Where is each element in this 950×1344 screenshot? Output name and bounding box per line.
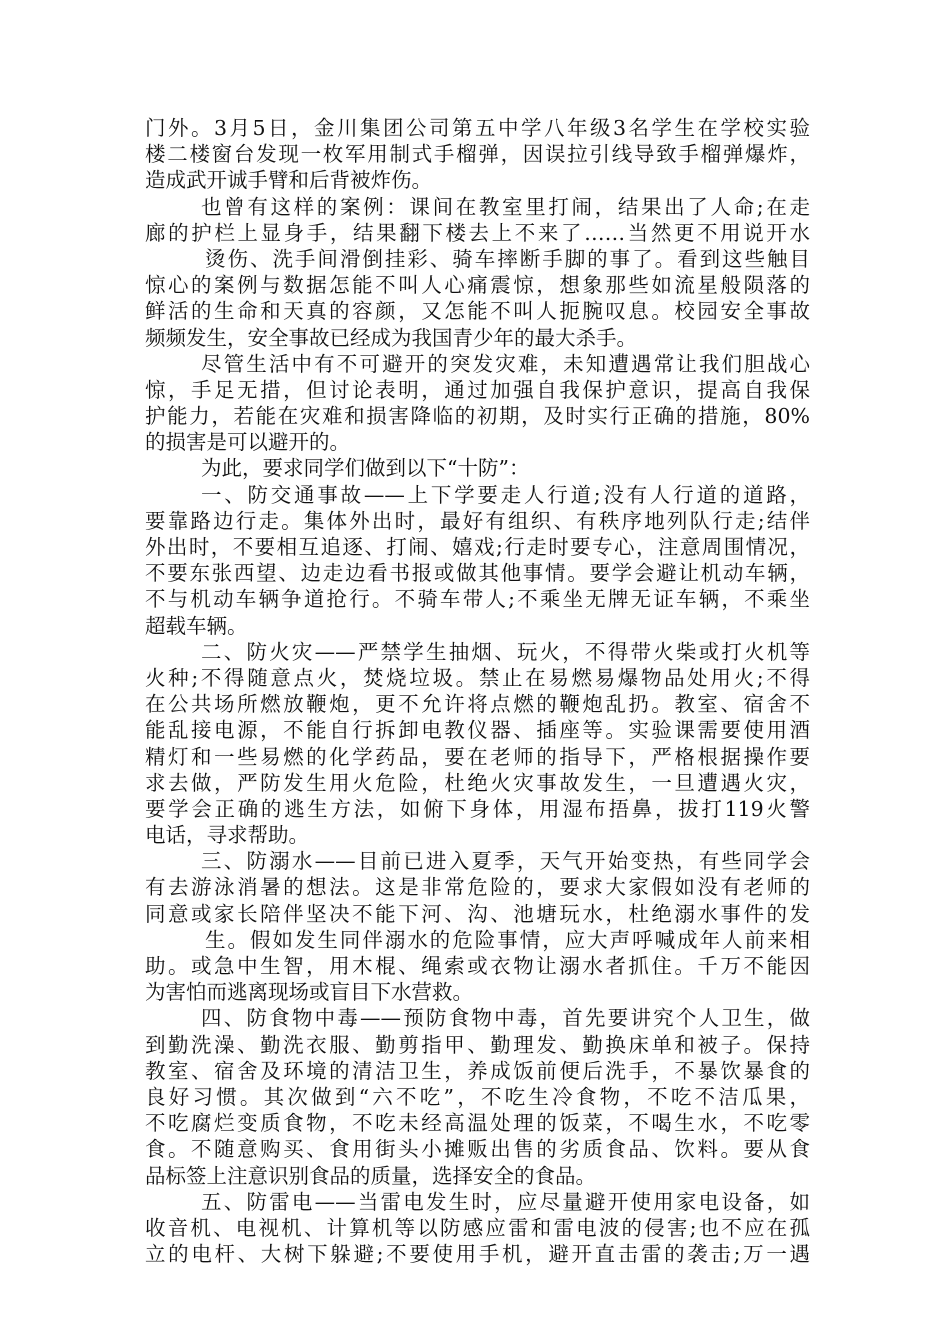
text-line: 惊心的案例与数据怎能不叫人心痛震惊，想象那些如流星般陨落的 xyxy=(145,273,810,298)
text-line: 火种;不得随意点火，焚烧垃圾。禁止在易燃易爆物品处用火;不得 xyxy=(145,665,810,690)
text-line: 一、防交通事故——上下学要走人行道;没有人行道的道路， xyxy=(201,482,810,507)
text-line: 教室、宿舍及环境的清洁卫生，养成饭前便后洗手，不暴饮暴食的 xyxy=(145,1058,810,1083)
text-line: 品标签上注意识别食品的质量，选择安全的食品。 xyxy=(145,1163,596,1188)
text-line: 在公共场所燃放鞭炮，更不允许将点燃的鞭炮乱扔。教室、宿舍不 xyxy=(145,692,810,717)
text-line: 良好习惯。其次做到“六不吃”，不吃生冷食物，不吃不洁瓜果， xyxy=(145,1084,810,1109)
text-line: 不要东张西望、边走边看书报或做其他事情。要学会避让机动车辆， xyxy=(145,561,810,586)
text-line: 同意或家长陪伴坚决不能下河、沟、池塘玩水，杜绝溺水事件的发 xyxy=(145,901,810,926)
text-line: 能乱接电源，不能自行拆卸电教仪器、插座等。实验课需要使用酒 xyxy=(145,718,810,743)
text-line: 的损害是可以避开的。 xyxy=(145,430,350,455)
text-line: 为害怕而逃离现场或盲目下水营救。 xyxy=(145,980,473,1005)
text-line: 四、防食物中毒——预防食物中毒，首先要讲究个人卫生，做 xyxy=(201,1006,810,1031)
text-line: 求去做，严防发生用火危险，杜绝火灾事故发生，一旦遭遇火灾， xyxy=(145,770,810,795)
text-line: 尽管生活中有不可避开的突发灾难，未知遭遇常让我们胆战心 xyxy=(201,351,810,376)
text-line: 超载车辆。 xyxy=(145,613,248,638)
text-line: 造成武开诚手臂和后背被炸伤。 xyxy=(145,168,432,193)
body-text xyxy=(145,115,810,1267)
text-line: 鲜活的生命和天真的容颜，又怎能不叫人扼腕叹息。校园安全事故 xyxy=(145,299,810,324)
text-line: 五、防雷电——当雷电发生时，应尽量避开使用家电设备，如 xyxy=(201,1189,810,1214)
text-line: 护能力，若能在灾难和损害降临的初期，及时实行正确的措施，80% xyxy=(145,404,810,429)
text-line: 为此，要求同学们做到以下“十防”： xyxy=(201,456,530,481)
text-line: 楼二楼窗台发现一枚军用制式手榴弹，因误拉引线导致手榴弹爆炸， xyxy=(145,142,810,167)
text-line: 也曾有这样的案例：课间在教室里打闹，结果出了人命;在走 xyxy=(201,194,810,219)
text-line: 电话，寻求帮助。 xyxy=(145,823,309,848)
text-line: 立的电杆、大树下躲避;不要使用手机，避开直击雷的袭击;万一遇 xyxy=(145,1242,810,1267)
text-line: 频频发生，安全事故已经成为我国青少年的最大杀手。 xyxy=(145,325,637,350)
text-line: 烫伤、洗手间滑倒挂彩、骑车摔断手脚的事了。看到这些触目 xyxy=(205,246,810,271)
text-line: 不与机动车辆争道抢行。不骑车带人;不乘坐无牌无证车辆，不乘坐 xyxy=(145,587,810,612)
text-line: 生。假如发生同伴溺水的危险事情，应大声呼喊成年人前来相 xyxy=(205,927,810,952)
text-line: 要学会正确的逃生方法，如俯下身体，用湿布捂鼻，拔打119火警 xyxy=(145,796,810,821)
text-line: 不吃腐烂变质食物，不吃未经高温处理的饭菜，不喝生水，不吃零 xyxy=(145,1111,810,1136)
text-line: 食。不随意购买、食用街头小摊贩出售的劣质食品、饮料。要从食 xyxy=(145,1137,810,1162)
text-line: 助。或急中生智，用木棍、绳索或衣物让溺水者抓住。千万不能因 xyxy=(145,954,810,978)
text-line: 外出时，不要相互追逐、打闹、嬉戏;行走时要专心，注意周围情况， xyxy=(145,535,810,559)
text-line: 惊，手足无措，但讨论表明，通过加强自我保护意识，提高自我保 xyxy=(145,377,810,402)
text-line: 有去游泳消暑的想法。这是非常危险的，要求大家假如没有老师的 xyxy=(145,875,810,900)
text-line: 精灯和一些易燃的化学药品，要在老师的指导下，严格根据操作要 xyxy=(145,744,810,769)
text-line: 二、防火灾——严禁学生抽烟、玩火，不得带火柴或打火机等 xyxy=(201,639,810,664)
text-line: 收音机、电视机、计算机等以防感应雷和雷电波的侵害;也不应在孤 xyxy=(145,1215,810,1240)
text-line: 三、防溺水——目前已进入夏季，天气开始变热，有些同学会 xyxy=(201,849,810,874)
text-line: 要靠路边行走。集体外出时，最好有组织、有秩序地列队行走;结伴 xyxy=(145,508,810,533)
text-line: 到勤洗澡、勤洗衣服、勤剪指甲、勤理发、勤换床单和被子。保持 xyxy=(145,1032,810,1057)
text-line: 门外。3月5日，金川集团公司第五中学八年级3名学生在学校实验 xyxy=(145,116,810,140)
text-line: 廊的护栏上显身手，结果翻下楼去上不来了……当然更不用说开水 xyxy=(145,220,810,245)
